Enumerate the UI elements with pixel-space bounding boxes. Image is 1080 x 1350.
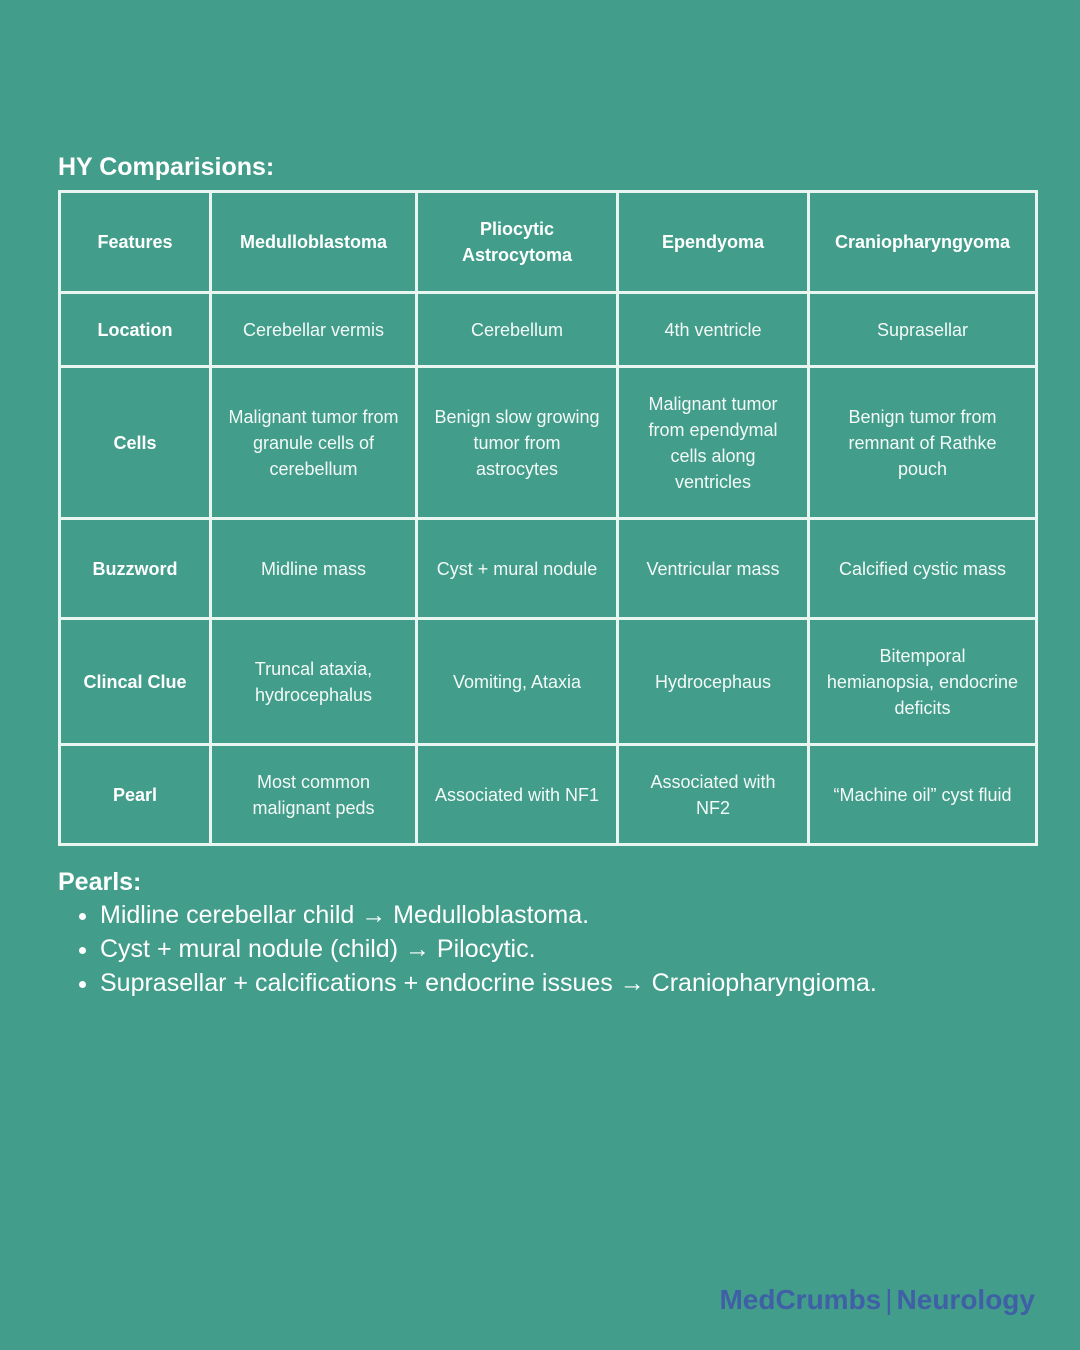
comparison-table xyxy=(58,190,1038,846)
table-cell: Benign slow growing tumor from astrocytes xyxy=(417,367,618,519)
table-cell: Benign tumor from remnant of Rathke pouch xyxy=(809,367,1037,519)
table-row xyxy=(60,619,1037,745)
header-ependymoma: Ependyoma xyxy=(618,192,809,293)
table-row xyxy=(60,293,1037,367)
list-item: • Suprasellar + calcifications + endocrine issues → Craniopharyngioma. xyxy=(100,966,1060,1000)
table-cell: Midline mass xyxy=(211,519,417,619)
table-cell: Vomiting, Ataxia xyxy=(417,619,618,745)
footer-brand xyxy=(719,1282,1035,1318)
table-cell: Cerebellum xyxy=(417,293,618,367)
table-cell: Suprasellar xyxy=(809,293,1037,367)
list-item: • Midline cerebellar child → Medulloblastoma. xyxy=(100,898,1060,932)
table-cell: Calcified cystic mass xyxy=(809,519,1037,619)
header-pilocytic-astrocytoma: Pliocytic Astrocytoma xyxy=(417,192,618,293)
header-medulloblastoma: Medulloblastoma xyxy=(211,192,417,293)
row-label-buzzword: Buzzword xyxy=(60,519,211,619)
row-label-clinical-clue: Clincal Clue xyxy=(60,619,211,745)
row-label-pearl: Pearl xyxy=(60,745,211,845)
brand-separator: | xyxy=(885,1284,893,1315)
table-cell: 4th ventricle xyxy=(618,293,809,367)
table-header-row xyxy=(60,192,1037,293)
table-cell: Associated with NF2 xyxy=(618,745,809,845)
row-label-location: Location xyxy=(60,293,211,367)
pearls-title: Pearls: xyxy=(58,868,142,896)
table-cell: Ventricular mass xyxy=(618,519,809,619)
table-cell: Malignant tumor from granule cells of cerebellum xyxy=(211,367,417,519)
pearls-list xyxy=(58,898,1060,1000)
brand-topic: Neurology xyxy=(896,1284,1035,1315)
table-cell: Malignant tumor from ependymal cells along ventricles xyxy=(618,367,809,519)
table-cell: Hydrocephaus xyxy=(618,619,809,745)
table-cell: “Machine oil” cyst fluid xyxy=(809,745,1037,845)
brand-name: MedCrumbs xyxy=(719,1284,882,1315)
table-cell: Bitemporal hemianopsia, endocrine deficits xyxy=(809,619,1037,745)
list-item: • Cyst + mural nodule (child) → Pilocytic. xyxy=(100,932,1060,966)
table-cell: Cerebellar vermis xyxy=(211,293,417,367)
table-row xyxy=(60,745,1037,845)
row-label-cells: Cells xyxy=(60,367,211,519)
section-title: HY Comparisions: xyxy=(58,153,275,181)
table-cell: Associated with NF1 xyxy=(417,745,618,845)
header-features: Features xyxy=(60,192,211,293)
table-cell: Most common malignant peds xyxy=(211,745,417,845)
table-row xyxy=(60,519,1037,619)
table-row xyxy=(60,367,1037,519)
header-craniopharyngioma: Craniopharyngyoma xyxy=(809,192,1037,293)
table-cell: Cyst + mural nodule xyxy=(417,519,618,619)
table-cell: Truncal ataxia, hydrocephalus xyxy=(211,619,417,745)
